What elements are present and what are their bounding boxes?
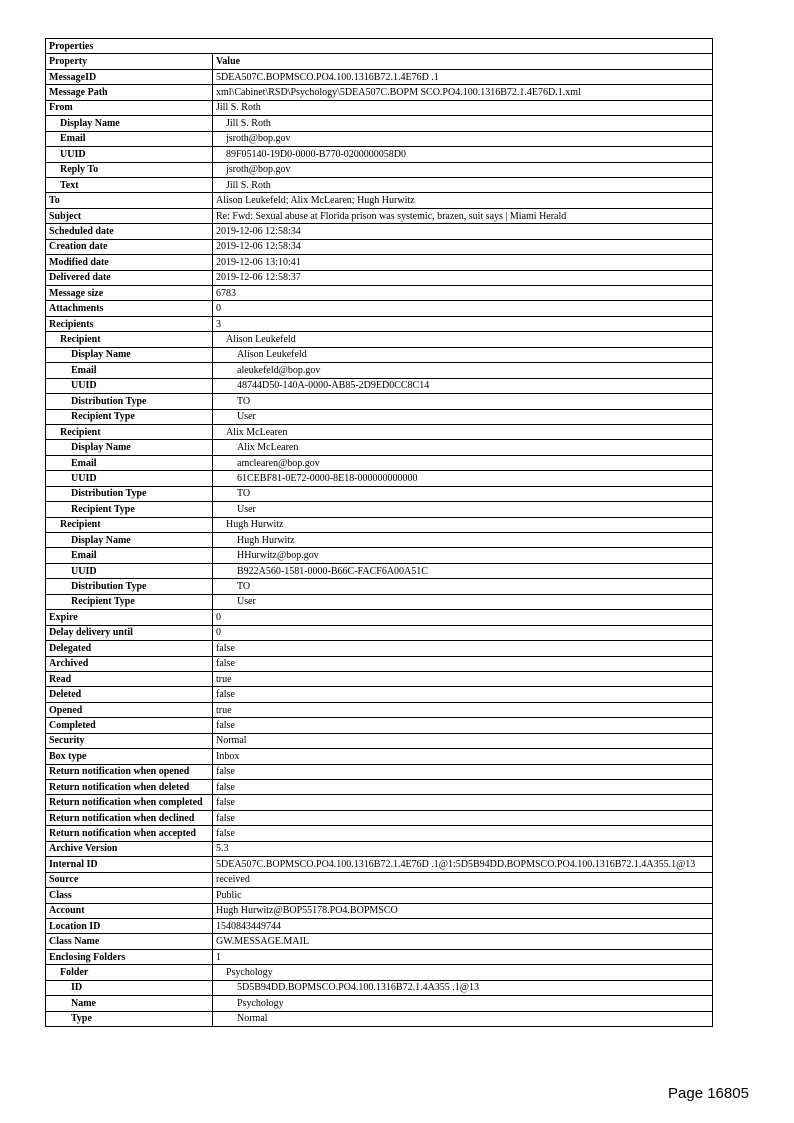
property-key: Completed bbox=[46, 718, 213, 733]
property-row bbox=[46, 749, 713, 764]
property-value: true bbox=[213, 702, 713, 717]
property-row bbox=[46, 563, 713, 578]
property-value: 0 bbox=[213, 610, 713, 625]
property-row bbox=[46, 579, 713, 594]
property-value: false bbox=[213, 687, 713, 702]
property-row bbox=[46, 903, 713, 918]
property-row bbox=[46, 702, 713, 717]
property-key: Recipient Type bbox=[46, 409, 213, 424]
property-key: Box type bbox=[46, 749, 213, 764]
property-row bbox=[46, 826, 713, 841]
property-key: Message size bbox=[46, 286, 213, 301]
property-value: GW.MESSAGE.MAIL bbox=[213, 934, 713, 949]
properties-table-body bbox=[46, 39, 713, 1027]
property-row bbox=[46, 795, 713, 810]
property-key: Return notification when accepted bbox=[46, 826, 213, 841]
property-value: jsroth@bop.gov bbox=[213, 131, 713, 146]
property-value: true bbox=[213, 671, 713, 686]
property-row bbox=[46, 270, 713, 285]
property-value: TO bbox=[213, 486, 713, 501]
property-key: Enclosing Folders bbox=[46, 949, 213, 964]
property-value: 1540843449744 bbox=[213, 918, 713, 933]
property-key: Account bbox=[46, 903, 213, 918]
property-key: Return notification when completed bbox=[46, 795, 213, 810]
property-row bbox=[46, 471, 713, 486]
property-value: 3 bbox=[213, 316, 713, 331]
property-value: TO bbox=[213, 579, 713, 594]
property-key: Recipient bbox=[46, 424, 213, 439]
property-row bbox=[46, 733, 713, 748]
property-row bbox=[46, 147, 713, 162]
property-row bbox=[46, 687, 713, 702]
property-row bbox=[46, 841, 713, 856]
property-key: Return notification when opened bbox=[46, 764, 213, 779]
property-key: UUID bbox=[46, 147, 213, 162]
property-value: false bbox=[213, 764, 713, 779]
property-key: Opened bbox=[46, 702, 213, 717]
property-value: B922A560-1581-0000-B66C-FACF6A00A51C bbox=[213, 563, 713, 578]
header-row bbox=[46, 54, 713, 69]
section-title-row bbox=[46, 39, 713, 54]
property-key: Display Name bbox=[46, 347, 213, 362]
property-key: Display Name bbox=[46, 533, 213, 548]
property-value: Psychology bbox=[213, 996, 713, 1011]
property-row bbox=[46, 378, 713, 393]
property-key: Delay delivery until bbox=[46, 625, 213, 640]
property-value: User bbox=[213, 409, 713, 424]
property-key: Message Path bbox=[46, 85, 213, 100]
property-value: false bbox=[213, 780, 713, 795]
property-key: Display Name bbox=[46, 440, 213, 455]
property-key: Security bbox=[46, 733, 213, 748]
property-row bbox=[46, 934, 713, 949]
property-row bbox=[46, 857, 713, 872]
property-value: received bbox=[213, 872, 713, 887]
property-value: jsroth@bop.gov bbox=[213, 162, 713, 177]
property-row bbox=[46, 486, 713, 501]
property-row bbox=[46, 332, 713, 347]
property-value: false bbox=[213, 641, 713, 656]
properties-table bbox=[45, 38, 713, 1027]
property-value: aleukefeld@bop.gov bbox=[213, 363, 713, 378]
property-key: MessageID bbox=[46, 69, 213, 84]
property-row bbox=[46, 718, 713, 733]
property-row bbox=[46, 85, 713, 100]
property-value: false bbox=[213, 826, 713, 841]
property-value: Alison Leukefeld bbox=[213, 347, 713, 362]
property-value: 61CEBF81-0E72-0000-8E18-000000000000 bbox=[213, 471, 713, 486]
property-value: false bbox=[213, 656, 713, 671]
property-row bbox=[46, 965, 713, 980]
property-row bbox=[46, 949, 713, 964]
property-value: 6783 bbox=[213, 286, 713, 301]
property-row bbox=[46, 440, 713, 455]
property-value: HHurwitz@bop.gov bbox=[213, 548, 713, 563]
property-value: User bbox=[213, 594, 713, 609]
section-title: Properties bbox=[46, 39, 713, 54]
property-key: Creation date bbox=[46, 239, 213, 254]
property-value: Jill S. Roth bbox=[213, 177, 713, 192]
property-row bbox=[46, 347, 713, 362]
property-key: Archive Version bbox=[46, 841, 213, 856]
property-key: Name bbox=[46, 996, 213, 1011]
page-number: Page 16805 bbox=[668, 1085, 749, 1102]
property-row bbox=[46, 301, 713, 316]
property-row bbox=[46, 455, 713, 470]
property-key: Attachments bbox=[46, 301, 213, 316]
property-key: Recipient bbox=[46, 517, 213, 532]
property-key: Return notification when declined bbox=[46, 810, 213, 825]
property-key: Read bbox=[46, 671, 213, 686]
property-value: Re: Fwd: Sexual abuse at Florida prison was systemic, brazen, suit says | Miami Herald bbox=[213, 208, 713, 223]
property-key: UUID bbox=[46, 563, 213, 578]
property-value: TO bbox=[213, 394, 713, 409]
property-key: Modified date bbox=[46, 255, 213, 270]
property-value: Alix McLearen bbox=[213, 440, 713, 455]
property-value: Alix McLearen bbox=[213, 424, 713, 439]
property-value: 0 bbox=[213, 301, 713, 316]
property-key: UUID bbox=[46, 471, 213, 486]
property-value: 2019-12-06 13:10:41 bbox=[213, 255, 713, 270]
property-row bbox=[46, 177, 713, 192]
property-row bbox=[46, 394, 713, 409]
property-value: Normal bbox=[213, 1011, 713, 1026]
property-key: Recipient Type bbox=[46, 502, 213, 517]
property-key: Email bbox=[46, 131, 213, 146]
property-key: Return notification when deleted bbox=[46, 780, 213, 795]
property-value: 5.3 bbox=[213, 841, 713, 856]
property-value: Hugh Hurwitz@BOP55178.PO4.BOPMSCO bbox=[213, 903, 713, 918]
property-key: ID bbox=[46, 980, 213, 995]
property-key: Type bbox=[46, 1011, 213, 1026]
property-row bbox=[46, 610, 713, 625]
property-value: amclearen@bop.gov bbox=[213, 455, 713, 470]
property-key: Reply To bbox=[46, 162, 213, 177]
property-value: Alison Leukefeld bbox=[213, 332, 713, 347]
property-value: Public bbox=[213, 888, 713, 903]
property-key: Email bbox=[46, 363, 213, 378]
property-key: UUID bbox=[46, 378, 213, 393]
property-value: 5DEA507C.BOPMSCO.PO4.100.1316B72.1.4E76D .1 bbox=[213, 69, 713, 84]
property-row bbox=[46, 533, 713, 548]
property-key: Internal ID bbox=[46, 857, 213, 872]
property-key: Location ID bbox=[46, 918, 213, 933]
header-property: Property bbox=[46, 54, 213, 69]
property-key: Recipient bbox=[46, 332, 213, 347]
property-key: Class bbox=[46, 888, 213, 903]
property-key: Display Name bbox=[46, 116, 213, 131]
property-row bbox=[46, 918, 713, 933]
property-value: Jill S. Roth bbox=[213, 100, 713, 115]
property-value: Alison Leukefeld; Alix McLearen; Hugh Hurwitz bbox=[213, 193, 713, 208]
property-row bbox=[46, 548, 713, 563]
property-value: Psychology bbox=[213, 965, 713, 980]
property-row bbox=[46, 656, 713, 671]
property-row bbox=[46, 502, 713, 517]
property-key: Subject bbox=[46, 208, 213, 223]
property-row bbox=[46, 517, 713, 532]
property-value: xml\Cabinet\RSD\Psychology\5DEA507C.BOPM SCO.PO4.100.1316B72.1.4E76D.1.xml bbox=[213, 85, 713, 100]
property-value: User bbox=[213, 502, 713, 517]
property-row bbox=[46, 872, 713, 887]
property-value: false bbox=[213, 810, 713, 825]
property-row bbox=[46, 594, 713, 609]
property-row bbox=[46, 1011, 713, 1026]
property-key: Text bbox=[46, 177, 213, 192]
property-value: false bbox=[213, 718, 713, 733]
property-row bbox=[46, 764, 713, 779]
property-row bbox=[46, 116, 713, 131]
property-row bbox=[46, 286, 713, 301]
property-key: Archived bbox=[46, 656, 213, 671]
property-row bbox=[46, 255, 713, 270]
property-row bbox=[46, 193, 713, 208]
property-value: 5D5B94DD.BOPMSCO.PO4.100.1316B72.1.4A355 .1@13 bbox=[213, 980, 713, 995]
property-row bbox=[46, 671, 713, 686]
property-value: 89F05140-19D0-0000-B770-0200000058D0 bbox=[213, 147, 713, 162]
property-value: 2019-12-06 12:58:34 bbox=[213, 224, 713, 239]
property-row bbox=[46, 363, 713, 378]
property-row bbox=[46, 888, 713, 903]
property-row bbox=[46, 424, 713, 439]
property-row bbox=[46, 316, 713, 331]
property-row bbox=[46, 224, 713, 239]
property-key: Expire bbox=[46, 610, 213, 625]
property-value: 0 bbox=[213, 625, 713, 640]
property-key: Delivered date bbox=[46, 270, 213, 285]
property-key: From bbox=[46, 100, 213, 115]
property-key: Delegated bbox=[46, 641, 213, 656]
property-value: Hugh Hurwitz bbox=[213, 533, 713, 548]
property-value: 2019-12-06 12:58:34 bbox=[213, 239, 713, 254]
property-value: Inbox bbox=[213, 749, 713, 764]
property-row bbox=[46, 810, 713, 825]
property-key: To bbox=[46, 193, 213, 208]
property-value: Hugh Hurwitz bbox=[213, 517, 713, 532]
property-value: 48744D50-140A-0000-AB85-2D9ED0CC8C14 bbox=[213, 378, 713, 393]
property-row bbox=[46, 625, 713, 640]
property-row bbox=[46, 239, 713, 254]
property-row bbox=[46, 162, 713, 177]
property-row bbox=[46, 69, 713, 84]
property-row bbox=[46, 100, 713, 115]
property-key: Distribution Type bbox=[46, 579, 213, 594]
property-value: Normal bbox=[213, 733, 713, 748]
property-key: Recipient Type bbox=[46, 594, 213, 609]
property-key: Deleted bbox=[46, 687, 213, 702]
property-row bbox=[46, 131, 713, 146]
property-row bbox=[46, 641, 713, 656]
property-row bbox=[46, 996, 713, 1011]
property-value: false bbox=[213, 795, 713, 810]
property-row bbox=[46, 980, 713, 995]
property-key: Class Name bbox=[46, 934, 213, 949]
property-key: Scheduled date bbox=[46, 224, 213, 239]
property-value: 1 bbox=[213, 949, 713, 964]
property-key: Email bbox=[46, 455, 213, 470]
property-row bbox=[46, 409, 713, 424]
header-value: Value bbox=[213, 54, 713, 69]
property-row bbox=[46, 780, 713, 795]
property-value: 2019-12-06 12:58:37 bbox=[213, 270, 713, 285]
property-row bbox=[46, 208, 713, 223]
property-key: Email bbox=[46, 548, 213, 563]
property-value: 5DEA507C.BOPMSCO.PO4.100.1316B72.1.4E76D .1@1:5D5B94DD.BOPMSCO.PO4.100.1316B72.1.4A355.1@13 bbox=[213, 857, 713, 872]
property-key: Source bbox=[46, 872, 213, 887]
property-key: Folder bbox=[46, 965, 213, 980]
property-value: Jill S. Roth bbox=[213, 116, 713, 131]
property-key: Distribution Type bbox=[46, 486, 213, 501]
property-key: Recipients bbox=[46, 316, 213, 331]
property-key: Distribution Type bbox=[46, 394, 213, 409]
